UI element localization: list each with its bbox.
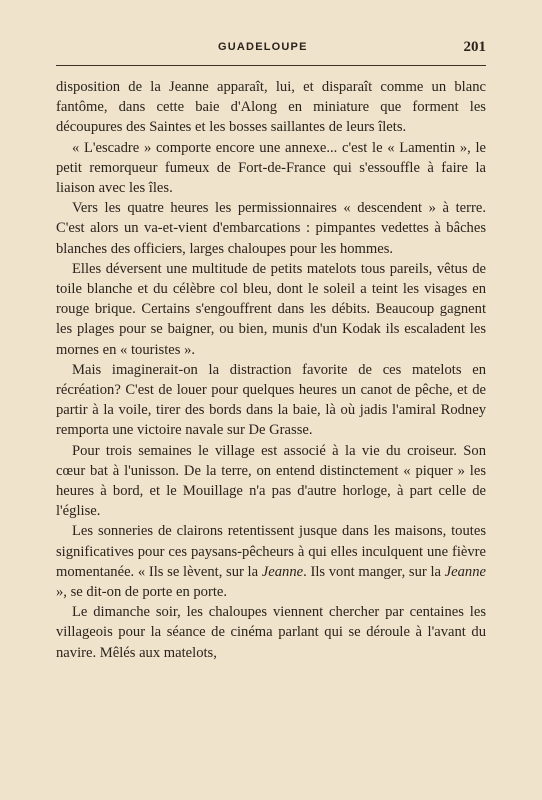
paragraph: Elles déversent une multitude de petits matelots tous pareils, vêtus de toile blanche et du célèbre col bleu, dont le soleil a teint les visages en rouge brique. Certains s'engouffrent dans les débits. Beaucoup gagnent les plages pour se baigner, ou bien, munis d'un Kodak ils escaladent les mornes en « touristes ». <box>56 260 486 358</box>
page-number: 201 <box>463 39 486 55</box>
paragraph-text: », se dit-on de porte en porte. <box>56 584 228 601</box>
paragraph <box>56 521 486 602</box>
paragraph: Le dimanche soir, les chaloupes viennent chercher par centaines les villageois pour la séance de cinéma parlant qui se déroule à l'avant du navire. Mêlés aux matelots, <box>56 604 486 661</box>
paragraph: Pour trois semaines le village est associé à la vie du croiseur. Son cœur bat à l'unisson. De la terre, on entend distinctement « piquer » les heures à bord, et le Mouillage n'a pas d'autre horloge, à part celle de l'église. <box>56 442 486 520</box>
paragraph: disposition de la Jeanne apparaît, lui, et disparaît comme un blanc fantôme, dans cette baie d'Along en miniature que forment les découpures des Saintes et les bosses saillantes de leurs îlets. <box>56 79 486 136</box>
paragraph-text: Les sonneries de clairons retentissent jusque dans les maisons, toutes significatives pour ces paysans-pêcheurs à qui elles inculquent une fièvre momentanée. « Ils se lèvent, sur la <box>56 523 486 580</box>
body-text <box>56 77 486 663</box>
paragraph: Vers les quatre heures les permissionnaires « descendent » à terre. C'est alors un va-et-vient d'embarcations : pimpantes vedettes à bâches blanches des officiers, larges chaloupes pour les hommes. <box>56 200 486 257</box>
paragraph: « L'escadre » comporte encore une annexe... c'est le « Lamentin », le petit remorqueur fumeux de Fort-de-France qui s'essouffle à faire la liaison avec les îles. <box>56 139 486 197</box>
ship-name: Jeanne <box>261 563 304 580</box>
page-header <box>56 41 486 61</box>
ship-name: Jeanne <box>444 563 486 580</box>
running-head: GUADELOUPE <box>218 41 308 53</box>
header-rule <box>56 65 486 66</box>
paragraph-text: . Ils vont manger, sur la <box>303 563 445 580</box>
paragraph: Mais imaginerait-on la distraction favorite de ces matelots en récréation? C'est de louer pour quelques heures un canot de pêche, et de partir à la voile, tirer des bords dans la baie, là où jadis l'amiral Rodney remporta une victoire navale sur De Grasse. <box>56 361 486 439</box>
